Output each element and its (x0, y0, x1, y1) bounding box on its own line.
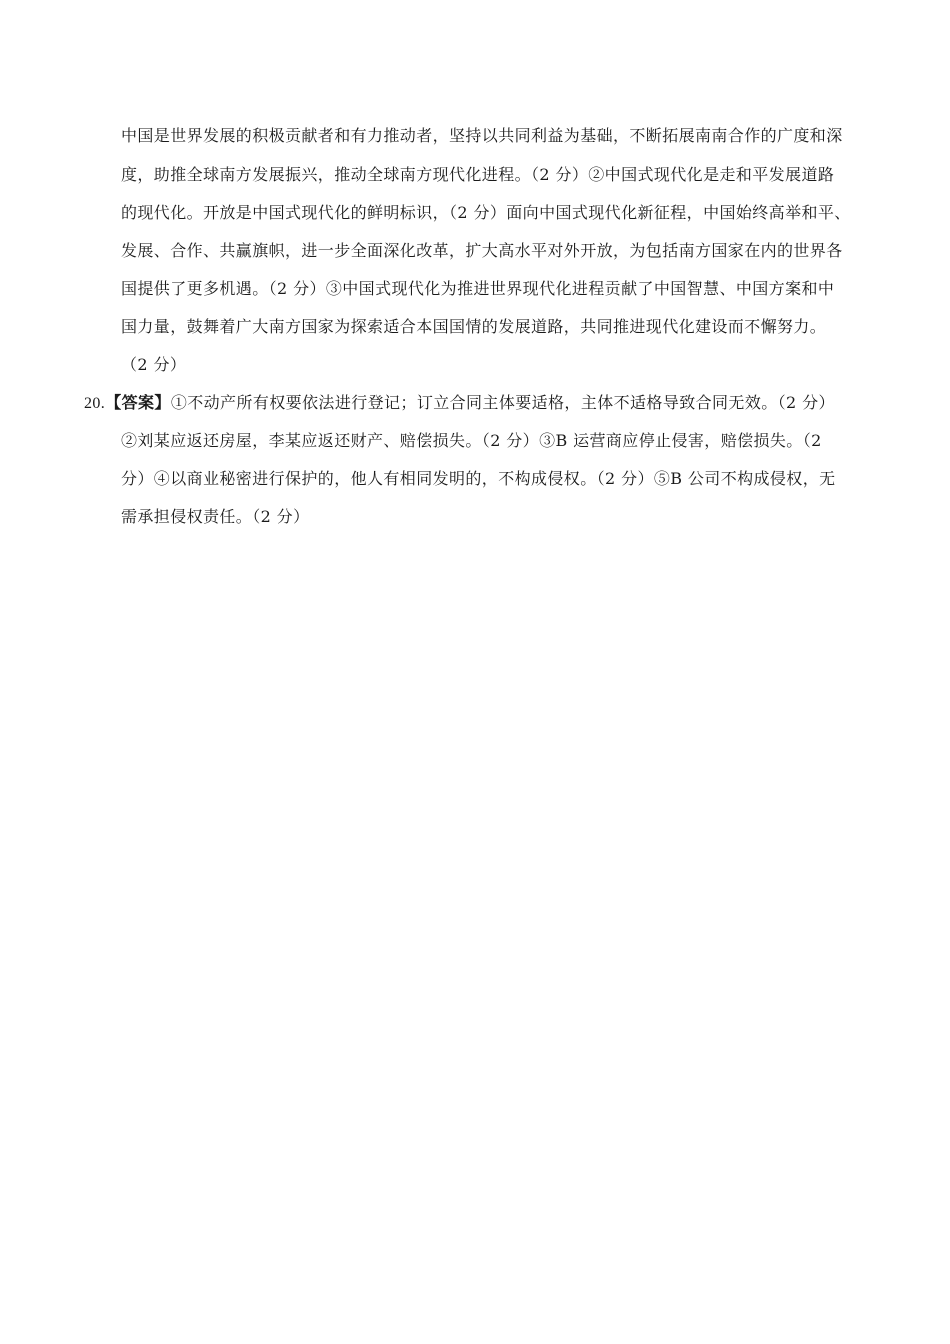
answer-text-line: 度，助推全球南方发展振兴，推动全球南方现代化进程。（2 分）②中国式现代化是走和平发展道路 (121, 165, 835, 184)
answer-text-line: 分）④以商业秘密进行保护的，他人有相同发明的，不构成侵权。（2 分）⑤B 公司不构成侵权，无 (121, 469, 836, 488)
answer-text-line: 发展、合作、共赢旗帜，进一步全面深化改革，扩大高水平对外开放，为包括南方国家在内的世界各 (121, 241, 843, 260)
answer-text-line: 国力量，鼓舞着广大南方国家为探索适合本国国情的发展道路，共同推进现代化建设而不懈努力。 (121, 317, 827, 336)
question-20-first-line (84, 393, 835, 414)
answer-text-line: （2 分） (121, 355, 187, 374)
answer-text-line: 的现代化。开放是中国式现代化的鲜明标识，（2 分）面向中国式现代化新征程，中国始终高举和平、 (121, 203, 851, 222)
answer-text-line: 中国是世界发展的积极贡献者和有力推动者，坚持以共同利益为基础，不断拓展南南合作的广度和深 (121, 126, 843, 145)
answer-text-line: 需承担侵权责任。（2 分） (121, 507, 310, 526)
answer-text: ①不动产所有权要依法进行登记；订立合同主体要适格，主体不适格导致合同无效。（2 分） (170, 393, 835, 412)
answer-text-line: 国提供了更多机遇。（2 分）③中国式现代化为推进世界现代化进程贡献了中国智慧、中国方案和中 (121, 279, 835, 298)
question-number: 20. (84, 395, 106, 412)
answer-text-line: ②刘某应返还房屋，李某应返还财产、赔偿损失。（2 分）③B 运营商应停止侵害，赔偿损失。（2 (121, 431, 822, 450)
answer-tag: 【答案】 (105, 393, 171, 412)
